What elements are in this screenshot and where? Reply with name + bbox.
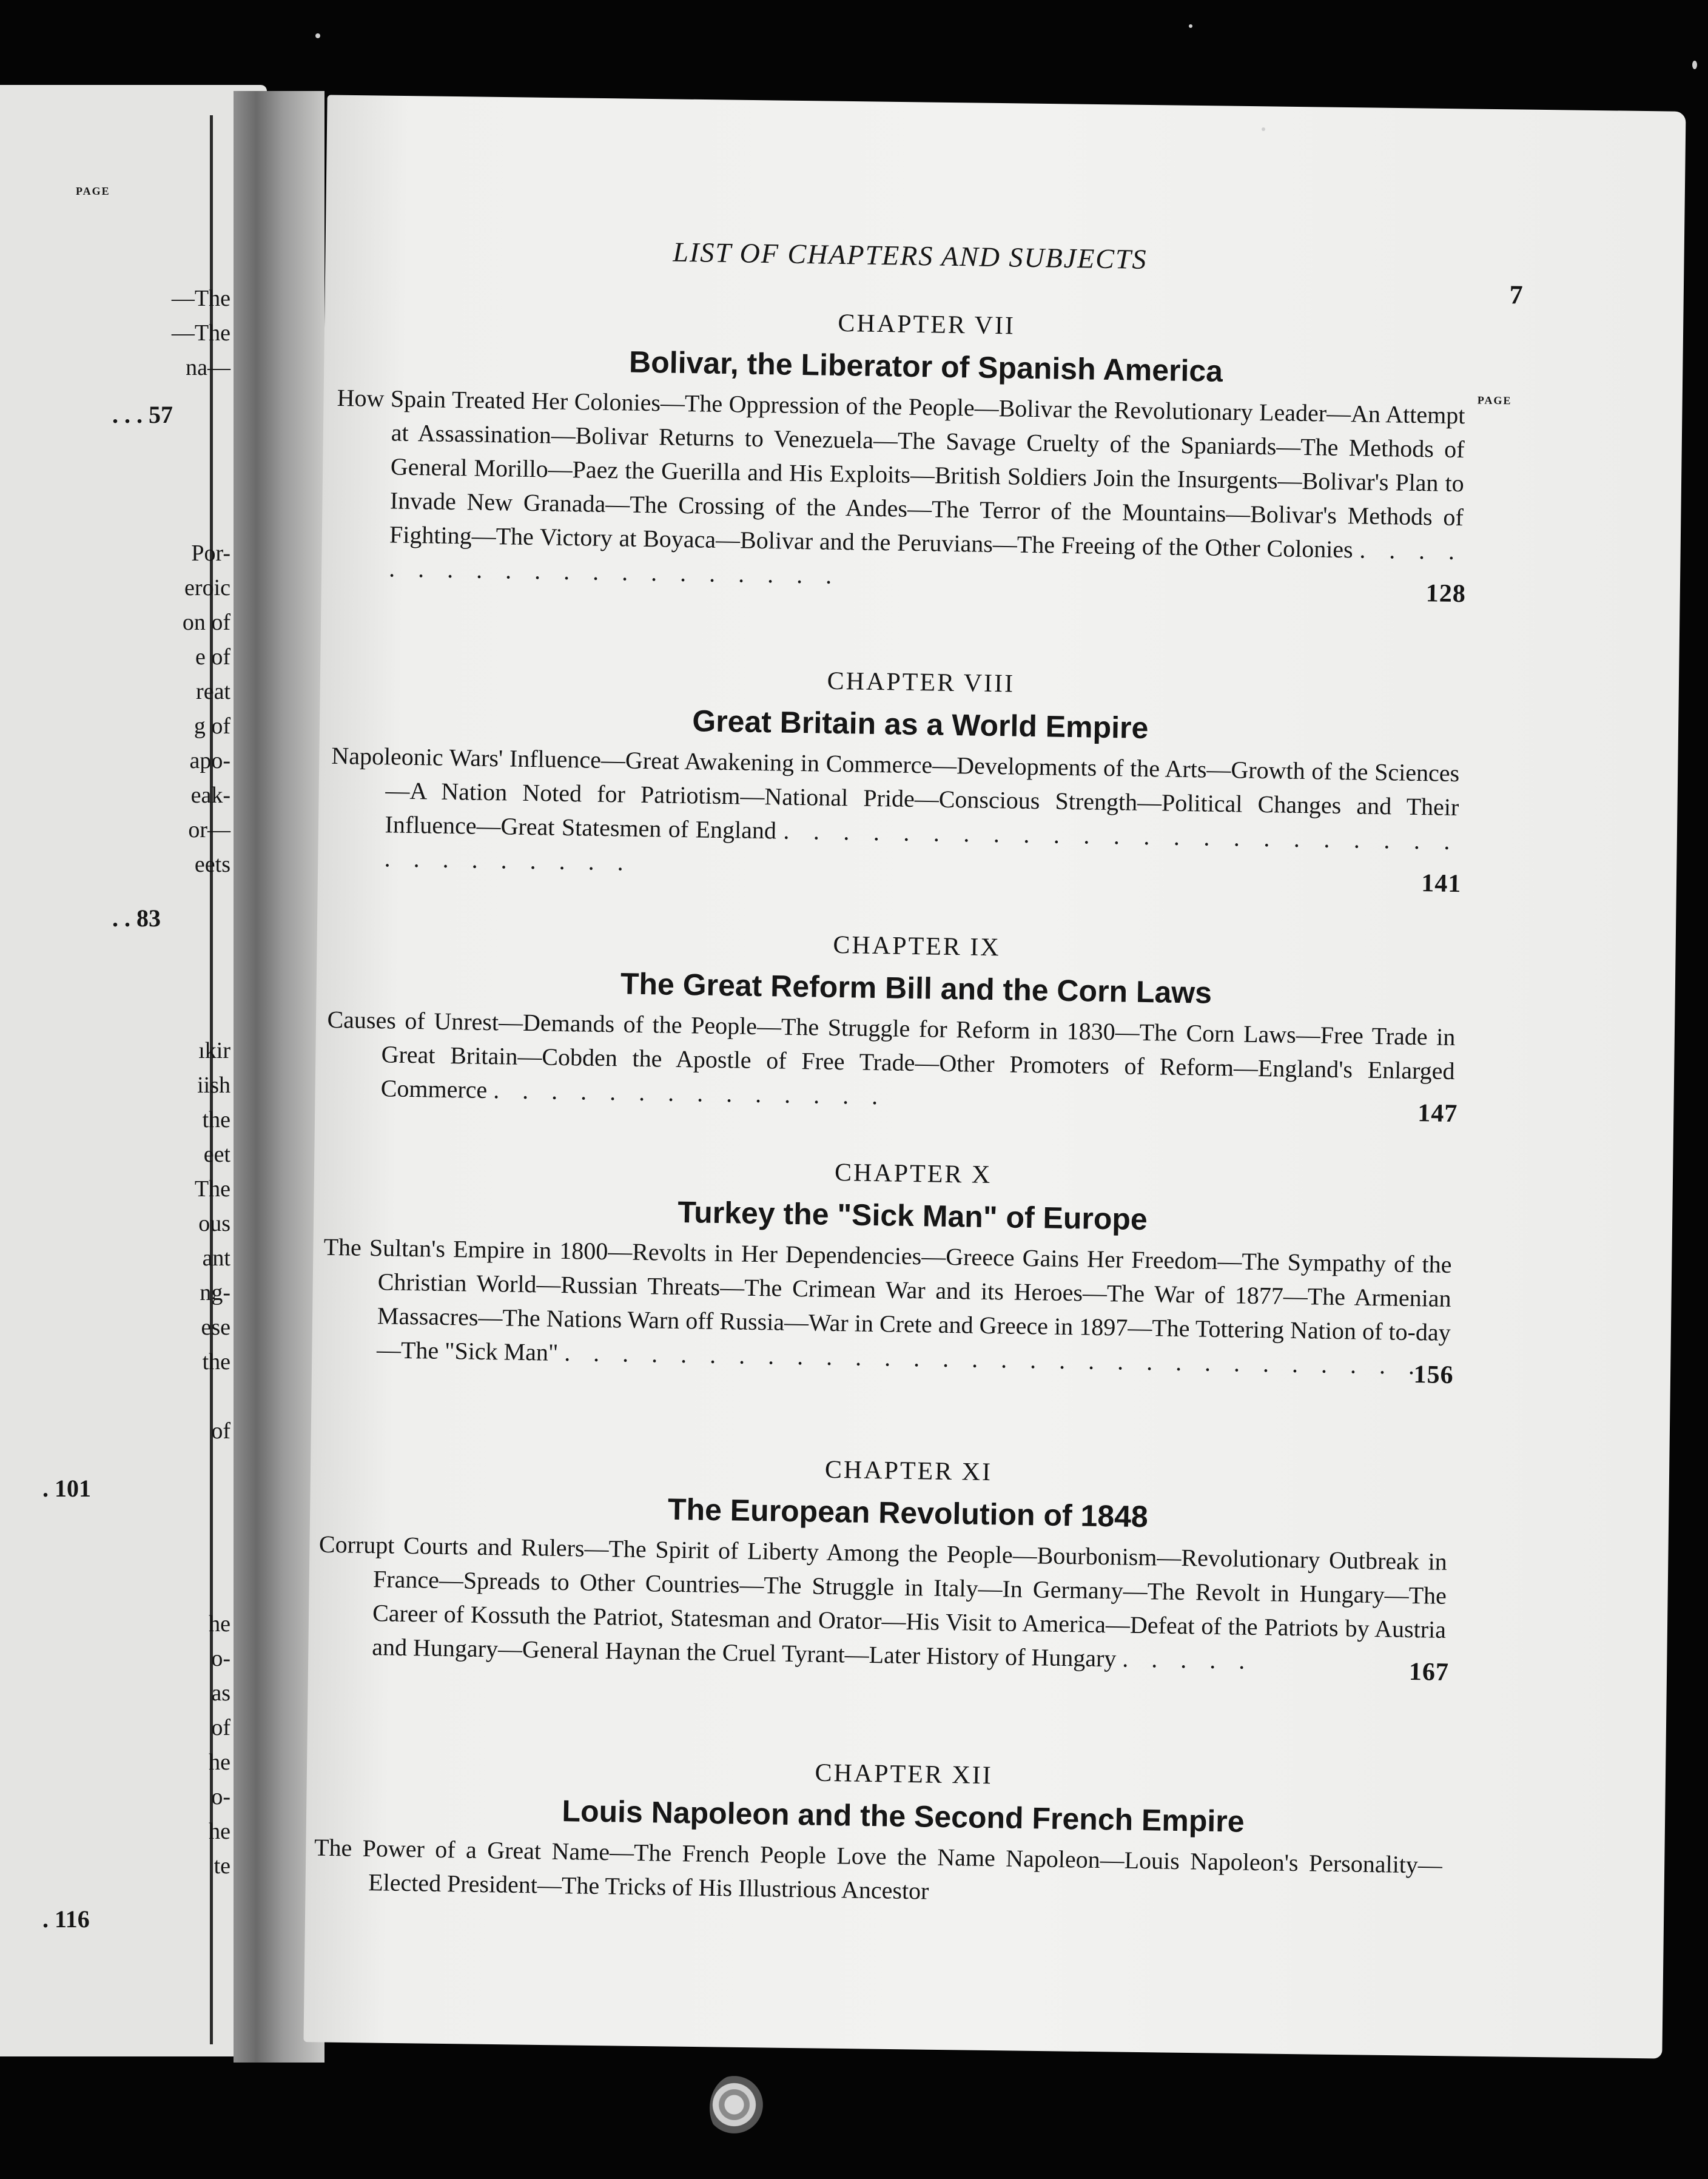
running-head: LIST OF CHAPTERS AND SUBJECTS bbox=[673, 236, 1148, 275]
dust-speck bbox=[315, 33, 320, 38]
chapter-number: CHAPTER X bbox=[834, 1159, 992, 1190]
previous-page-line-fragment: on of bbox=[182, 610, 230, 635]
chapter-page-number: 167 bbox=[1408, 1657, 1450, 1687]
previous-page-line-fragment: ant bbox=[202, 1245, 230, 1271]
chapter-entry bbox=[314, 1747, 1468, 1917]
previous-page-number: . . 83 bbox=[112, 904, 161, 932]
chapter-title: Louis Napoleon and the Second French Empire bbox=[562, 1794, 1245, 1839]
leader-dots: . . . . . . . . . . . . . . . . . . . . . . . . . . . . . . . . bbox=[384, 817, 1459, 876]
previous-page-line-fragment: of bbox=[211, 1418, 230, 1444]
previous-page-line-fragment: apo- bbox=[189, 748, 230, 773]
leader-dots: . . . . . . . . . . . . . . . . . . . . . . . . . . . . . . bbox=[563, 1339, 1424, 1380]
chapter-summary-text: The Sultan's Empire in 1800—Revolts in Her Dependencies—Greece Gains Her Freedom—The Sympathy of the Christian World—Russian Threats—The Crimean War and its Heroes—The War of 1877—The Armenian Massacres—The Nations Warn off Russia—War in Crete and Greece in 1897—The Tottering Nation of to-day—The "Sick Man" bbox=[323, 1233, 1452, 1366]
previous-page-line-fragment: he bbox=[209, 1819, 230, 1844]
previous-page-line-fragment: or— bbox=[188, 817, 230, 843]
chapter-title: Turkey the "Sick Man" of Europe bbox=[677, 1194, 1148, 1237]
chapter-entry bbox=[322, 1147, 1478, 1390]
previous-page-line-fragment: —The bbox=[171, 320, 230, 346]
leader-dots: . . . . . . . . . . . . . . bbox=[493, 1076, 887, 1110]
previous-page-line-fragment: ous bbox=[198, 1211, 230, 1236]
dust-speck bbox=[1262, 127, 1265, 131]
previous-page-number: . 116 bbox=[42, 1905, 90, 1933]
previous-page-line-fragment: na— bbox=[186, 355, 230, 380]
previous-page-line-fragment: eets bbox=[194, 852, 230, 877]
previous-page-line-fragment: ng- bbox=[200, 1280, 230, 1305]
previous-page-line-fragment: of bbox=[211, 1715, 230, 1740]
chapter-number: CHAPTER XII bbox=[815, 1759, 994, 1790]
chapter-page-number: 128 bbox=[1425, 579, 1467, 608]
chapter-summary-text: Causes of Unrest—Demands of the People—The Struggle for Reform in 1830—The Corn Laws—Free Trade in Great Britain—Cobden the Apostle of Free Trade—Other Promoters of Reform—England's Enlarged Commerce bbox=[327, 1005, 1456, 1103]
previous-page-line-fragment: the bbox=[202, 1349, 230, 1375]
previous-page-line-fragment: te bbox=[214, 1853, 230, 1879]
previous-page-line-fragment: —The bbox=[171, 286, 230, 311]
chapter-number: CHAPTER IX bbox=[833, 931, 1001, 962]
previous-page-line-fragment: ıkir bbox=[198, 1038, 230, 1063]
dust-speck bbox=[1189, 24, 1192, 28]
previous-page-line-fragment: reat bbox=[196, 679, 230, 704]
chapter-page-number: 141 bbox=[1421, 869, 1462, 898]
previous-page-line-fragment: the bbox=[202, 1107, 230, 1133]
previous-page-line-fragment: he bbox=[209, 1611, 230, 1637]
chapter-summary-text: How Spain Treated Her Colonies—The Oppression of the People—Bolivar the Revolutionary Leader—An Attempt at Assassination—Bolivar Returns to Venezuela—The Savage Cruelty of the Spaniards—The Methods of General Morillo—Paez the Guerilla and His Exploits—British Soldiers Join the Insurgents—Bolivar's Plan to Invade New Granada—The Crossing of the Andes—The Terror of the Mountains—Bolivar's Methods of Fighting—The Victory at Boyaca—Bolivar and the Peruvians—The Freeing of the Other Colonies bbox=[337, 383, 1465, 564]
previous-page-line-fragment: ese bbox=[201, 1315, 230, 1340]
previous-page-line-fragment: eak- bbox=[190, 783, 230, 808]
previous-page-line-fragment: Por- bbox=[191, 541, 230, 566]
chapter-number: CHAPTER VII bbox=[838, 309, 1016, 340]
previous-page-number: . . . 57 bbox=[112, 401, 173, 428]
previous-page-line-fragment: e of bbox=[195, 644, 230, 670]
previous-page-line-fragment: o- bbox=[211, 1646, 230, 1671]
previous-page-line-fragment: o- bbox=[211, 1784, 230, 1810]
previous-page-line-fragment: eroic bbox=[184, 575, 230, 601]
page-number: 7 bbox=[1509, 280, 1523, 310]
chapter-summary bbox=[334, 381, 1467, 608]
dust-speck bbox=[1692, 61, 1697, 69]
chapter-entry bbox=[329, 655, 1485, 898]
chapter-summary bbox=[326, 1003, 1458, 1128]
chapter-summary-text: The Power of a Great Name—The French People Love the Name Napoleon—Louis Napoleon's Personality—Elected President—The Tricks of His Illustrious Ancestor bbox=[314, 1833, 1443, 1905]
chapter-title: The Great Reform Bill and the Corn Laws bbox=[620, 966, 1212, 1010]
chapter-summary bbox=[322, 1230, 1454, 1390]
previous-page-number: . 101 bbox=[42, 1475, 91, 1502]
previous-page-line-fragment: g of bbox=[193, 713, 230, 739]
chapter-title: Great Britain as a World Empire bbox=[691, 704, 1149, 746]
page-column-label: PAGE bbox=[1477, 394, 1512, 407]
chapter-summary bbox=[317, 1527, 1450, 1687]
previous-page-line-fragment: iish bbox=[197, 1073, 230, 1098]
chapter-page-number: 156 bbox=[1413, 1361, 1454, 1390]
chapter-number: CHAPTER XI bbox=[824, 1455, 993, 1487]
chapter-summary-text: Napoleonic Wars' Influence—Great Awakening in Commerce—Developments of the Arts—Growth of the Sciences—A Nation Noted for Patriotism—National Pride—Conscious Strength—Political Changes and Their Influence—Great Statesmen of England bbox=[331, 741, 1460, 844]
previous-page-column-label: PAGE bbox=[76, 185, 110, 197]
chapter-entry bbox=[334, 297, 1491, 608]
chapter-page-number: 147 bbox=[1417, 1099, 1458, 1128]
chapter-number: CHAPTER VIII bbox=[827, 667, 1015, 698]
chapter-summary bbox=[329, 739, 1462, 898]
chapter-entry bbox=[317, 1444, 1473, 1687]
previous-page-line-fragment: The bbox=[194, 1176, 230, 1202]
bottom-ornament bbox=[710, 2075, 764, 2141]
chapter-entry bbox=[326, 919, 1481, 1128]
leader-dots: . . . . . bbox=[1122, 1645, 1254, 1674]
leader-dots: . . . . . . . . . . . . . . . . . . . . bbox=[388, 536, 1464, 590]
chapter-title: The European Revolution of 1848 bbox=[667, 1492, 1149, 1534]
chapter-title: Bolivar, the Liberator of Spanish America bbox=[628, 345, 1223, 388]
previous-page-line-fragment: he bbox=[209, 1750, 230, 1775]
previous-page-line-fragment: eet bbox=[203, 1142, 230, 1167]
previous-page-line-fragment: as bbox=[211, 1680, 230, 1706]
table-of-contents bbox=[312, 231, 1523, 2007]
chapter-summary-text: Corrupt Courts and Rulers—The Spirit of Liberty Among the People—Bourbonism—Revolutionary Outbreak in France—Spreads to Other Countries—The Struggle in Italy—In Germany—The Revolt in Hungary—The Career of Kossuth the Patriot, Statesman and Orator—His Visit to America—Defeat of the Patriots by Austria and Hungary—General Haynan the Cruel Tyrant—Later History of Hungary bbox=[318, 1530, 1448, 1672]
